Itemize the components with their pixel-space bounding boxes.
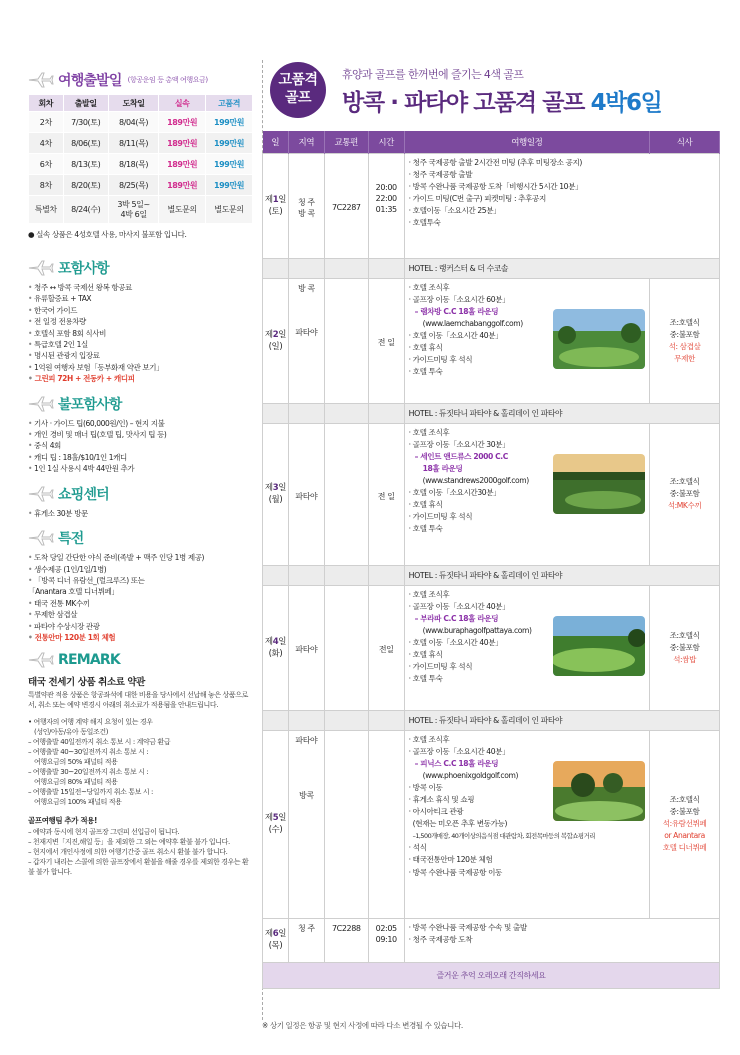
schedule-line: · 골프장 이동「소요시간 60분」 [409, 294, 645, 306]
col-transport: 교통편 [324, 131, 368, 153]
list-item: • 파타야 수상시장 관광 [28, 621, 253, 632]
schedule-line: · 가이드미팅 후 석식 [409, 661, 645, 673]
included-header [28, 258, 253, 278]
table-row [29, 133, 253, 154]
departure-header [28, 70, 253, 90]
hotel-info: HOTEL : 랭커스터 & 더 수코솔 [404, 258, 719, 278]
departure-note-text: 실속 상품은 4성호텔 사용, 마사지 불포함 입니다. [36, 230, 187, 239]
time: 전일 [368, 585, 404, 710]
hotel-row [263, 403, 720, 423]
schedule-line: · 호텔 조식후 [409, 589, 645, 601]
meals: 조:호텔식 중:불포함 석:쌈밥 [650, 585, 720, 710]
schedule-line: · 휴게소 휴식 및 쇼핑 [409, 794, 645, 806]
footer-message: 즐거운 추억 오래오래 간직하세요 [263, 962, 720, 988]
cell: 199만원 [206, 133, 253, 154]
departure-title: 여행출발일 [58, 73, 122, 89]
cell: 189만원 [159, 133, 206, 154]
schedule-line: · 호텔 투숙 [409, 523, 645, 535]
table-row [29, 154, 253, 175]
special-header [28, 528, 253, 548]
list-item: • 특급호텔 2인 1실 [28, 339, 253, 350]
time: 전 일 [368, 278, 404, 403]
empty-cell [263, 258, 289, 278]
schedule-line: · 호텔투숙 [409, 217, 715, 229]
cell: 199만원 [206, 154, 253, 175]
table-row-special [29, 196, 253, 224]
list-item: • 휴게소 30분 방문 [28, 508, 253, 519]
terms-item: – 여행출발 40~30일전까지 취소 통보 시 : [28, 748, 149, 757]
col-meal: 식사 [650, 131, 720, 153]
schedule-line: · 호텔 이동「소요시간 40분」 [409, 330, 645, 342]
terms-item: – 천재지변「지진,해일 등」을 제외한 그 외는 예약후 환불 불가 입니다. [28, 838, 230, 847]
schedule-line: · 호텔 조식후 [409, 734, 645, 746]
schedule-note: –1,500개매장, 40개이상의음식점 대관람차, 회전목마등의 복합쇼핑거리 [412, 832, 595, 841]
cell [108, 196, 158, 224]
premium-badge [270, 62, 326, 118]
empty-cell [263, 710, 289, 730]
list-item: • 생수제공 (1인/1일/1병) [28, 564, 253, 575]
table-header-row [29, 95, 253, 112]
terms-item: – 여행출발 15일전~당일까지 취소 통보 시 : [28, 788, 154, 797]
hotel-row [263, 565, 720, 585]
col-arr: 도착일 [108, 95, 158, 112]
col-dep: 출발일 [63, 95, 108, 112]
airplane-icon [28, 530, 54, 546]
empty-cell [368, 403, 404, 423]
cell: 별도문의 [159, 196, 206, 224]
empty-cell [368, 258, 404, 278]
terms-paragraph: 특별약관 적용 상품은 항공좌석에 대한 비용을 당사에서 선납해 놓은 상품으로서, 취소 또는 예약 변경시 아래의 취소료가 적용됨을 안내드립니다. [28, 691, 249, 710]
cell: 8/18(목) [108, 154, 158, 175]
airplane-icon [28, 486, 54, 502]
title-days: 4박6일 [590, 90, 662, 116]
transport [324, 730, 368, 918]
schedule-line: · 호텔 휴식 [409, 499, 645, 511]
list-item-cont: 「Anantara 호텔 디너뷔페」 [28, 587, 119, 597]
list-item: • 개인 경비 및 매너 팁(호텔 팁, 맛사지 팁 등) [28, 429, 253, 440]
schedule-line: · 가이드미팅 후 석식 [409, 354, 645, 366]
meals: 조:호텔식 중:불포함 석:유람선뷔페 or Anantara 호텔 디너뷔페 [650, 730, 720, 918]
list-item: • 기사 · 가이드 팁(60,000원/인) – 현지 지불 [28, 418, 253, 429]
schedule-line: · 골프장 이동「소요시간 40분」 [409, 601, 645, 613]
day-label: 제6일 (목) [263, 918, 289, 962]
schedule-line: · 청주 국제공항 출발 2시간전 미팅 (추후 미팅장소 공지) [409, 157, 715, 169]
cell: 8/25(목) [108, 175, 158, 196]
title-text: 방콕 · 파타야 고품격 골프 [342, 90, 584, 116]
schedule-line: · 골프장 이동「소요시간 30분」 [409, 439, 645, 451]
airplane-icon [28, 72, 54, 88]
region: 청 주 방 콕 [288, 153, 324, 258]
terms-item: – 예약과 동시에 현지 골프장 그린피 선입금이 됩니다. [28, 828, 180, 837]
included-title: 포함사항 [58, 261, 109, 277]
hotel-info: HOTEL : 듀짓타니 파타야 & 홀리데이 인 파타야 [404, 565, 719, 585]
cell: 별도문의 [206, 196, 253, 224]
schedule-line: · 아시아티크 관광 [409, 806, 645, 818]
schedule-line: · 방콕 수완나품 국제공항 수속 및 출발 [409, 922, 715, 934]
empty-cell [263, 565, 289, 585]
region: 파타야 [288, 423, 324, 565]
cell: 7/30(토) [63, 112, 108, 133]
footnote: ※ 상기 일정은 항공 및 현지 사정에 따라 다소 변경될 수 있습니다. [262, 1021, 463, 1030]
shopping-title: 쇼핑센터 [58, 486, 109, 503]
col-time: 시간 [368, 131, 404, 153]
col-premium: 고품격 [206, 95, 253, 112]
list-item: • 중식 4회 [28, 440, 253, 451]
golf-url: (www.laemchabanggolf.com) [422, 318, 523, 328]
cell: 199만원 [206, 112, 253, 133]
region: 청 주 [288, 918, 324, 962]
page-subtitle: 휴양과 골프를 한꺼번에 즐기는 4색 골프 [342, 68, 524, 81]
cell: 199만원 [206, 175, 253, 196]
list-item: • 태국 전통 MK수끼 [28, 598, 253, 609]
shopping-header [28, 484, 253, 504]
schedule-line: · 방콕 수완나품 국제공항 도착「비행시간 5시간 10분」 [409, 181, 715, 193]
day-label: 제3일 (월) [263, 423, 289, 565]
time [368, 730, 404, 918]
departure-subtitle: (항공운임 등 총액 여행요금) [127, 76, 208, 84]
transport: 7C2288 [324, 918, 368, 962]
terms-item: 여행요금의 80% 패널티 적용 [34, 778, 118, 787]
schedule-line: · 가이드 미팅(C번 출구) 피켓미팅 : 추후공지 [409, 193, 715, 205]
transport: 7C2287 [324, 153, 368, 258]
region: 파타야 [288, 585, 324, 710]
excluded-list [28, 418, 253, 475]
day6-row [263, 918, 720, 962]
terms-title: 태국 전세기 상품 취소료 약관 [28, 677, 145, 689]
golf-course-name: – 피닉스 C.C 18홀 라운딩 [409, 758, 645, 770]
schedule-line: · 호텔 이동「소요시간 40분」 [409, 637, 645, 649]
cell: 8/06(토) [63, 133, 108, 154]
empty-cell [288, 403, 324, 423]
region: 파타야 방콕 [288, 730, 324, 918]
transport [324, 278, 368, 403]
golf-terms-title: 골프여행팀 추가 적용! [28, 816, 98, 826]
schedule [404, 278, 649, 403]
list-item: • 한국어 가이드 [28, 305, 253, 316]
schedule-line: · 청주 국제공항 출발 [409, 169, 715, 181]
terms-item: – 여행출발 40일전까지 취소 통보 시 : 계약금 환급 [28, 738, 171, 747]
airplane-icon [28, 396, 54, 412]
golf-course-photo [553, 454, 645, 514]
day5-row [263, 730, 720, 918]
list-item: • 전 일정 전용차량 [28, 316, 253, 327]
list-item: • 청주 ↔ 방콕 국제선 왕복 항공료 [28, 282, 253, 293]
list-item: • 호텔식 포함 8회 식사비 [28, 328, 253, 339]
hotel-info: HOTEL : 듀짓타니 파타야 & 홀리데이 인 파타야 [404, 403, 719, 423]
transport [324, 423, 368, 565]
empty-cell [324, 710, 368, 730]
golf-terms-list [28, 827, 253, 877]
remark-title: REMARK [58, 652, 120, 669]
col-schedule: 여행일정 [404, 131, 649, 153]
list-item: • 무제한 삼겹살 [28, 609, 253, 620]
day3-row [263, 423, 720, 565]
day2-row [263, 278, 720, 403]
schedule-line: · 태국전통안마 120분 체험 [409, 854, 645, 866]
empty-cell [263, 403, 289, 423]
departure-table [28, 94, 253, 224]
day-label: 제5일 (수) [263, 730, 289, 918]
excluded-header [28, 394, 253, 414]
terms-item: 여행요금의 50% 패널티 적용 [34, 758, 118, 767]
itinerary-table [262, 131, 720, 989]
golf-course-photo [553, 616, 645, 676]
golf-course-photo [553, 309, 645, 369]
col-basic: 실속 [159, 95, 206, 112]
times: 20:00 22:00 01:35 [368, 153, 404, 258]
schedule-note: (현재는 미오픈 추후 변동가능) [412, 819, 508, 829]
cell: 8/04(목) [108, 112, 158, 133]
schedule-line: · 방콕 이동 [409, 782, 645, 794]
golf-course-round: 18홀 라운딩 [422, 463, 463, 473]
cell: 6차 [29, 154, 64, 175]
region: 방 콕 파타야 [288, 278, 324, 403]
col-region: 지역 [288, 131, 324, 153]
badge-line1: 고품격 [278, 72, 318, 88]
airplane-icon [28, 260, 54, 276]
golf-url: (www.buraphagolfpattaya.com) [422, 625, 532, 635]
time: 전 일 [368, 423, 404, 565]
schedule [404, 585, 649, 710]
empty-cell [324, 403, 368, 423]
cell: 4차 [29, 133, 64, 154]
meals: 조:호텔식 중:불포함 석: 삼겹살 무제한 [650, 278, 720, 403]
list-item-highlight: • 그린피 72H + 전동카 + 캐디피 [28, 373, 253, 384]
cell: 8/24(수) [63, 196, 108, 224]
schedule-line: · 호텔이동「소요시간 25분」 [409, 205, 715, 217]
badge-line2: 골프 [284, 90, 312, 106]
schedule-line: · 호텔 투숙 [409, 366, 645, 378]
times: 02:05 09:10 [368, 918, 404, 962]
terms-item: – 현지에서 개인사정에 의한 여행기간중 골프 취소시 환불 불가 합니다. [28, 848, 228, 857]
empty-cell [288, 710, 324, 730]
arr-line2: 4박 6일 [120, 209, 147, 219]
schedule-line: · 호텔 휴식 [409, 649, 645, 661]
schedule [404, 730, 649, 918]
day-label: 제2일 (일) [263, 278, 289, 403]
golf-url: (www.phoenixgoldgolf.com) [422, 770, 519, 780]
remark-header [28, 652, 253, 668]
schedule [404, 153, 719, 258]
schedule-line: · 골프장 이동「소요시간 40분」 [409, 746, 645, 758]
meals: 조:호텔식 중:불포함 석:MK수끼 [650, 423, 720, 565]
golf-url: (www.standrews2000golf.com) [422, 475, 529, 485]
arr-line1: 3박 5일~ [117, 199, 150, 209]
schedule [404, 918, 719, 962]
empty-cell [288, 258, 324, 278]
cell: 189만원 [159, 154, 206, 175]
hotel-row [263, 710, 720, 730]
empty-cell [324, 565, 368, 585]
special-list [28, 552, 253, 643]
golf-course-name: – 세인트 앤드류스 2000 C.C [409, 451, 645, 463]
cell: 189만원 [159, 175, 206, 196]
shopping-list [28, 508, 253, 519]
transport [324, 585, 368, 710]
list-item: • 캐디 팁 : 18홀/$10/1인 1캐디 [28, 452, 253, 463]
golf-course-name: – 램차방 C.C 18홀 라운딩 [409, 306, 645, 318]
terms-item: 여행요금의 100% 패널티 적용 [34, 798, 122, 807]
cell: 189만원 [159, 112, 206, 133]
included-list [28, 282, 253, 385]
col-round: 회차 [29, 95, 64, 112]
schedule-line: · 호텔 휴식 [409, 342, 645, 354]
cell: 특별차 [29, 196, 64, 224]
terms-item: (성인/아동/유아 동일조건) [34, 728, 109, 737]
schedule-line: · 청주 국제공항 도착 [409, 934, 715, 946]
list-item: • 「방콕 디너 유람선_(럴크루즈) 또는 [28, 575, 253, 586]
departure-note: ● 실속 상품은 4성호텔 사용, 마사지 불포함 입니다. [28, 230, 187, 239]
list-item: • 유류할증료 + TAX [28, 293, 253, 304]
empty-cell [368, 565, 404, 585]
cell: 8/11(목) [108, 133, 158, 154]
day1-row [263, 153, 720, 258]
list-item: • 도착 당일 간단한 야식 준비(족발 + 맥주 인당 1병 제공) [28, 552, 253, 563]
schedule-line: · 방콕 수완나품 국제공항 이동 [409, 867, 645, 879]
page-header [270, 60, 720, 122]
day4-row [263, 585, 720, 710]
golf-course-name: – 부라파 C.C 18홀 라운딩 [409, 613, 645, 625]
hotel-info: HOTEL : 듀짓타니 파타야 & 홀리데이 인 파타야 [404, 710, 719, 730]
itinerary-header-row [263, 131, 720, 153]
table-row [29, 175, 253, 196]
day-label: 제4일 (화) [263, 585, 289, 710]
terms-item: • 여행자의 여행 계약 해지 요청이 있는 경우 [28, 718, 153, 727]
schedule-line: · 석식 [409, 842, 645, 854]
empty-cell [324, 258, 368, 278]
empty-cell [288, 565, 324, 585]
golf-course-photo [553, 761, 645, 821]
list-item: • 1인 1실 사용시 4박 44만원 추가 [28, 463, 253, 474]
schedule-line: · 가이드미팅 후 석식 [409, 511, 645, 523]
special-title: 특전 [58, 531, 84, 548]
footer-row [263, 962, 720, 988]
schedule-line: · 호텔 이동「소요시간30분」 [409, 487, 645, 499]
page-title [342, 84, 661, 117]
schedule-line: · 호텔 조식후 [409, 282, 645, 294]
schedule-line: · 호텔 조식후 [409, 427, 645, 439]
col-day: 일 [263, 131, 289, 153]
left-column [28, 70, 253, 877]
list-item: • 1억원 여행자 보험「동부화재 약관 보기」 [28, 362, 253, 373]
day-label: 제1일 (토) [263, 153, 289, 258]
hotel-row [263, 258, 720, 278]
cell: 8/13(토) [63, 154, 108, 175]
empty-cell [368, 710, 404, 730]
terms-item: – 여행출발 30~20일전까지 취소 통보 시 : [28, 768, 149, 777]
cell: 8차 [29, 175, 64, 196]
schedule [404, 423, 649, 565]
table-row [29, 112, 253, 133]
cell: 2차 [29, 112, 64, 133]
list-item: • 명시된 관광지 입장료 [28, 350, 253, 361]
terms-list [28, 717, 253, 807]
airplane-icon [28, 652, 54, 668]
cell: 8/20(토) [63, 175, 108, 196]
terms-item: – 갑자기 내리는 스콜에 의한 골프장에서 환불을 해줄 경우를 제외한 경우는 환불 불가 합니다. [28, 858, 249, 877]
excluded-title: 불포함사항 [58, 396, 122, 413]
list-item-highlight: • 전통안마 120분 1회 체험 [28, 632, 253, 643]
schedule-line: · 호텔 투숙 [409, 673, 645, 685]
